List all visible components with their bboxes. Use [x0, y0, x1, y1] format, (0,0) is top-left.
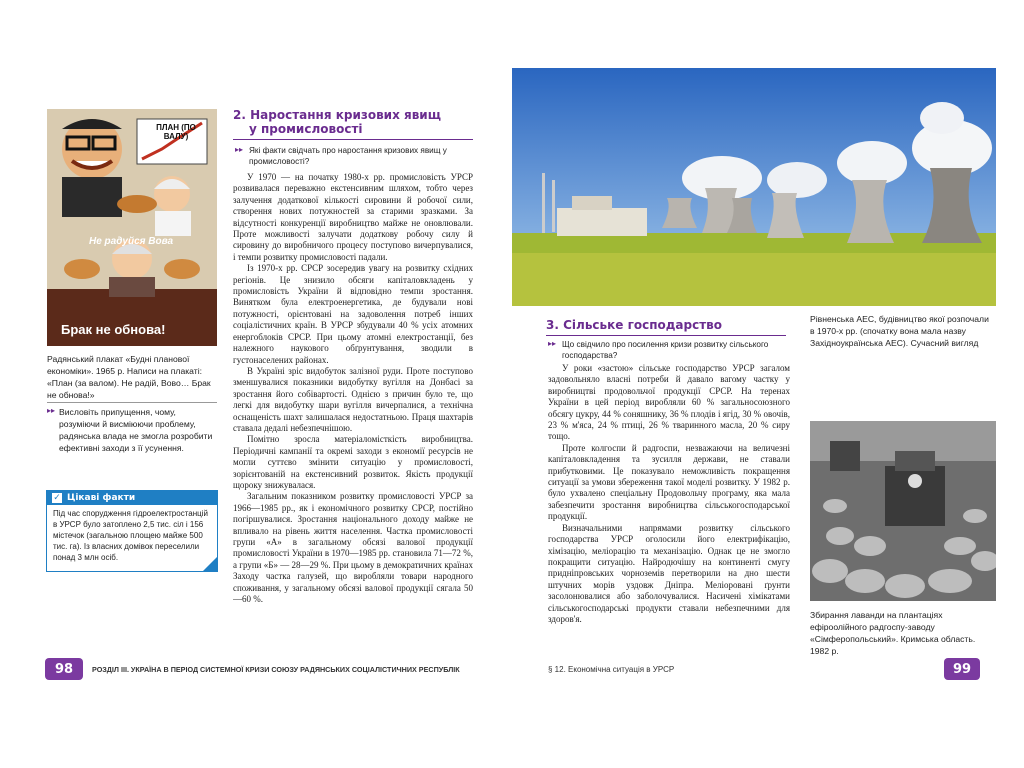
double-chevron-icon: ▸▸	[235, 145, 244, 154]
section-question	[548, 339, 788, 361]
paragraph: Проте колгоспи й радгоспи, незважаючи на величезні капіталовкладення та зусилля держави, не ставали прибутковими. Це показувало неможливість покращення ситуації за умови збереження такої моделі розвитку. У 1982 р. було ухвалено спеціальну Продовольчу програму, яка мала забезпечити зростання виробництва сільськогосподарської продукції.	[548, 442, 790, 522]
poster-bottom-text: Брак не обнова!	[61, 322, 166, 337]
paragraph: В Україні зріс видобуток залізної руди. Проте поступово зменшувалися показники видобутку вугілля на Донбасі за зростання його собівартості. Однією з причин було те, що легкі для видобутку шари вугілля вичерпалися, а технічна оснащеність шахт залишалася недостатньою. Праця шахтарів ставала дедалі небезпечнішою.	[233, 365, 473, 433]
paragraph: Загальним показником розвитку промисловості УРСР за 1966—1985 рр., як і економічного розвитку СРСР, постійно погіршувалися. Зростання національного доходу майже не впливало на рівень життя населення. Частка промисловості групи «А» в загальному обсязі валової продукції промисловості України в 1970—1985 рр. становила 71—72 %, а групи «Б» — 28—29 %. При цьому в демократичних країнах Заходу частка галузей, що виробляли товари народного споживання, у загальному обсязі валової продукції сягала 50—60 %.	[233, 491, 473, 605]
lavender-illustration	[810, 421, 996, 601]
paragraph: Із 1970-х рр. СРСР зосередив увагу на розвитку східних регіонів. Це знизило обсяги капіталовкладень у промисловість України й відповідно темпи зростання. Винятком була електроенергетика, де будували нові потужності, орієнтовані на задоволення потреб інших соціалістичних країн. В УРСР збудували 40 % усіх атомних енергоблоків СРСР. При цьому атомні електростанції, без належного наукового обґрунтування, зводили в густонаселених районах.	[233, 263, 473, 365]
section-heading-agriculture	[546, 318, 786, 332]
heading-underline	[233, 139, 473, 140]
npp-caption: Рівненська АЕС, будівництво якої розпочали в 1970-х рр. (спочатку вона мала назву Західноукраїнська АЕС). Сучасний вигляд	[810, 314, 989, 348]
paragraph: У 1970 — на початку 1980-х рр. промисловість УРСР розвивалася переважно екстенсивним шляхом, тобто через залучення додаткової кількості сировини й робочої сили, створення нових потужностей за старими зразками. За відсутності конкуренції виробництво майже не оновлювали. Проте можливості залучати додаткову робочу силу й сировину до виробничого процесу поступово вичерпувалися, і темпи розвитку промисловості падали.	[233, 172, 473, 262]
interesting-facts-box	[46, 490, 218, 572]
divider	[47, 402, 217, 403]
section-title-line1: Наростання кризових явищ	[250, 108, 441, 122]
page-number-left: 98	[45, 658, 83, 680]
lavender-harvest-photo	[810, 421, 996, 601]
double-chevron-icon: ▸▸	[548, 339, 557, 348]
rivne-npp-illustration	[512, 68, 996, 306]
page-number-right: 99	[944, 658, 980, 680]
task-text: Висловіть припущення, чому, розуміючи й висміюючи проблему, радянська влада не змогла розробити ефективні заходи з її усунення.	[59, 407, 213, 453]
facts-header	[47, 491, 217, 505]
question-text: Що свідчило про посилення кризи розвитку сільського господарства?	[562, 340, 769, 360]
paragraph: Визначальними напрямами розвитку сільського господарства УРСР оголосили його електрифікацію, хімізацію, меліорацію та механізацію. Однак це не змогло покращити ситуацію. Найродючішу на континенті смугу придніпровських чорноземів перетворили на дно шести штучних морів уздовж Дніпра. Меліоровані ґрунти засолонювалися або заболочувалися. Насичені хімікатами сільськогосподарські продукти ставали небезпечними для здоров'я.	[548, 522, 790, 624]
double-chevron-icon: ▸▸	[47, 406, 56, 415]
task-block	[47, 406, 219, 454]
poster-plan-text: ПЛАН (ПО ВАЛУ)	[156, 123, 196, 141]
corner-decoration	[203, 557, 217, 571]
facts-text: Під час спорудження гідроелектростанцій в УРСР було затоплено 2,5 тис. сіл і 156 містечок (загальною площею майже 500 тис. га). Із власних домівок переселили понад 3 млн осіб.	[53, 509, 208, 562]
chapter-footer: РОЗДІЛ ІІІ. УКРАЇНА В ПЕРІОД СИСТЕМНОЇ КРИЗИ СОЮЗУ РАДЯНСЬКИХ СОЦІАЛІСТИЧНИХ РЕСПУБЛІК	[92, 665, 460, 674]
heading-underline	[546, 335, 786, 336]
section-question	[235, 145, 473, 167]
paragraph: У роки «застою» сільське господарство УРСР загалом задовольняло власні потреби й давало вагому частку у виробництві продовольчої продукції СРСР. На теренах України в цей період виробляли 60 % загальносоюзного обсягу цукру, 44 % соняшнику, 36 % плодів і ягід, 30 % овочів, 23 % м'яса, 24 % птиці, 26 % тваринного масла, 20 % сиру тощо.	[548, 363, 790, 442]
paragraph: Помітно зросла матеріаломісткість виробництва. Періодичні кампанії та окремі заходи з економії ресурсів не могли суттєво змінити ситуацію у промисловості, зорієнтованій на екстенсивний розвиток. Якість продукції щороку знижувалася.	[233, 434, 473, 490]
section-number: 3.	[546, 318, 559, 332]
nuclear-plant-photo	[512, 68, 996, 306]
soviet-poster-image	[47, 109, 217, 346]
section-title: Сільське господарство	[563, 318, 723, 332]
poster-illustration	[47, 109, 217, 346]
right-body-text	[548, 363, 790, 663]
section-number: 2.	[233, 108, 246, 122]
poster-mid-text: Не радуйся Вова	[89, 236, 174, 247]
question-text: Які факти свідчать про наростання кризових явищ у промисловості?	[249, 146, 447, 166]
section-heading-industry	[233, 108, 473, 136]
section-title-line2: у промисловості	[249, 122, 363, 136]
lavender-caption: Збирання лаванди на плантаціях ефіроолійного радгоспу-заводу «Сімферопольський». Кримська область. 1982 р.	[810, 610, 976, 656]
poster-caption: Радянський плакат «Будні планової економіки». 1965 р. Написи на плакаті: «План (за валом). Не радій, Вово… Брак не обнова!»	[47, 354, 211, 400]
facts-title: Цікаві факти	[67, 493, 136, 503]
checkmark-icon: ✓	[53, 493, 61, 503]
paragraph-footer: § 12. Економічна ситуація в УРСР	[548, 665, 675, 674]
left-body-text	[233, 172, 473, 658]
